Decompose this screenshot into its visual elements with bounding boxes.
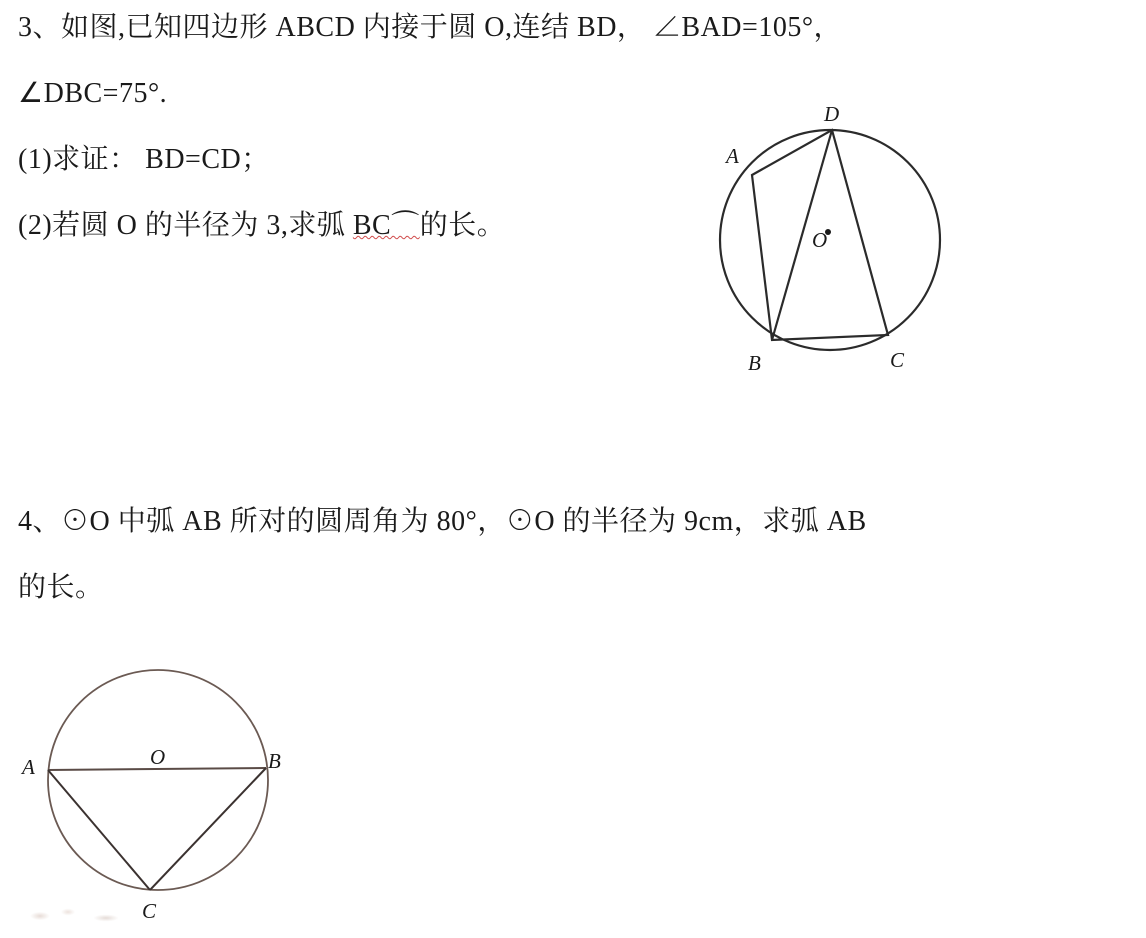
label-o: O bbox=[150, 745, 166, 769]
label-c: C bbox=[890, 348, 905, 372]
problem-3-line-3: (1)求证： BD=CD； bbox=[18, 144, 270, 175]
problem-3-text bbox=[18, 12, 843, 278]
label-d: D bbox=[824, 102, 840, 126]
problem-3-line-1: 3、如图,已知四边形 ABCD 内接于圆 O,连结 BD， ∠BAD=105°， bbox=[18, 12, 843, 43]
label-a: A bbox=[726, 144, 739, 168]
label-b: B bbox=[748, 351, 761, 375]
scan-smudge bbox=[28, 902, 138, 928]
problem-3-line-4-suffix: 的长。 bbox=[419, 210, 506, 241]
problem-3-line-4-marked-text: BC⌒ bbox=[352, 210, 420, 241]
problem-4-figure bbox=[10, 640, 310, 930]
circle-outline bbox=[48, 670, 268, 890]
segment-bc bbox=[150, 768, 266, 890]
label-c: C bbox=[142, 899, 157, 923]
problem-4-text bbox=[18, 508, 1128, 640]
label-a: A bbox=[22, 755, 35, 779]
label-b: B bbox=[268, 749, 281, 773]
problem-3-line-4 bbox=[18, 212, 718, 240]
problem-4-line-1: 4、⊙O 中弧 AB 所对的圆周角为 80°，⊙O 的半径为 9cm，求弧 AB bbox=[18, 506, 867, 537]
problem-3-line-4-prefix: (2)若圆 O 的半径为 3,求弧 bbox=[18, 210, 353, 241]
problem-3-line-2: ∠DBC=75°. bbox=[18, 78, 168, 109]
circle-outline bbox=[720, 130, 940, 350]
problem-3-figure bbox=[710, 95, 970, 385]
problem-4-line-2: 的长。 bbox=[18, 572, 104, 603]
label-o: O bbox=[812, 228, 828, 252]
